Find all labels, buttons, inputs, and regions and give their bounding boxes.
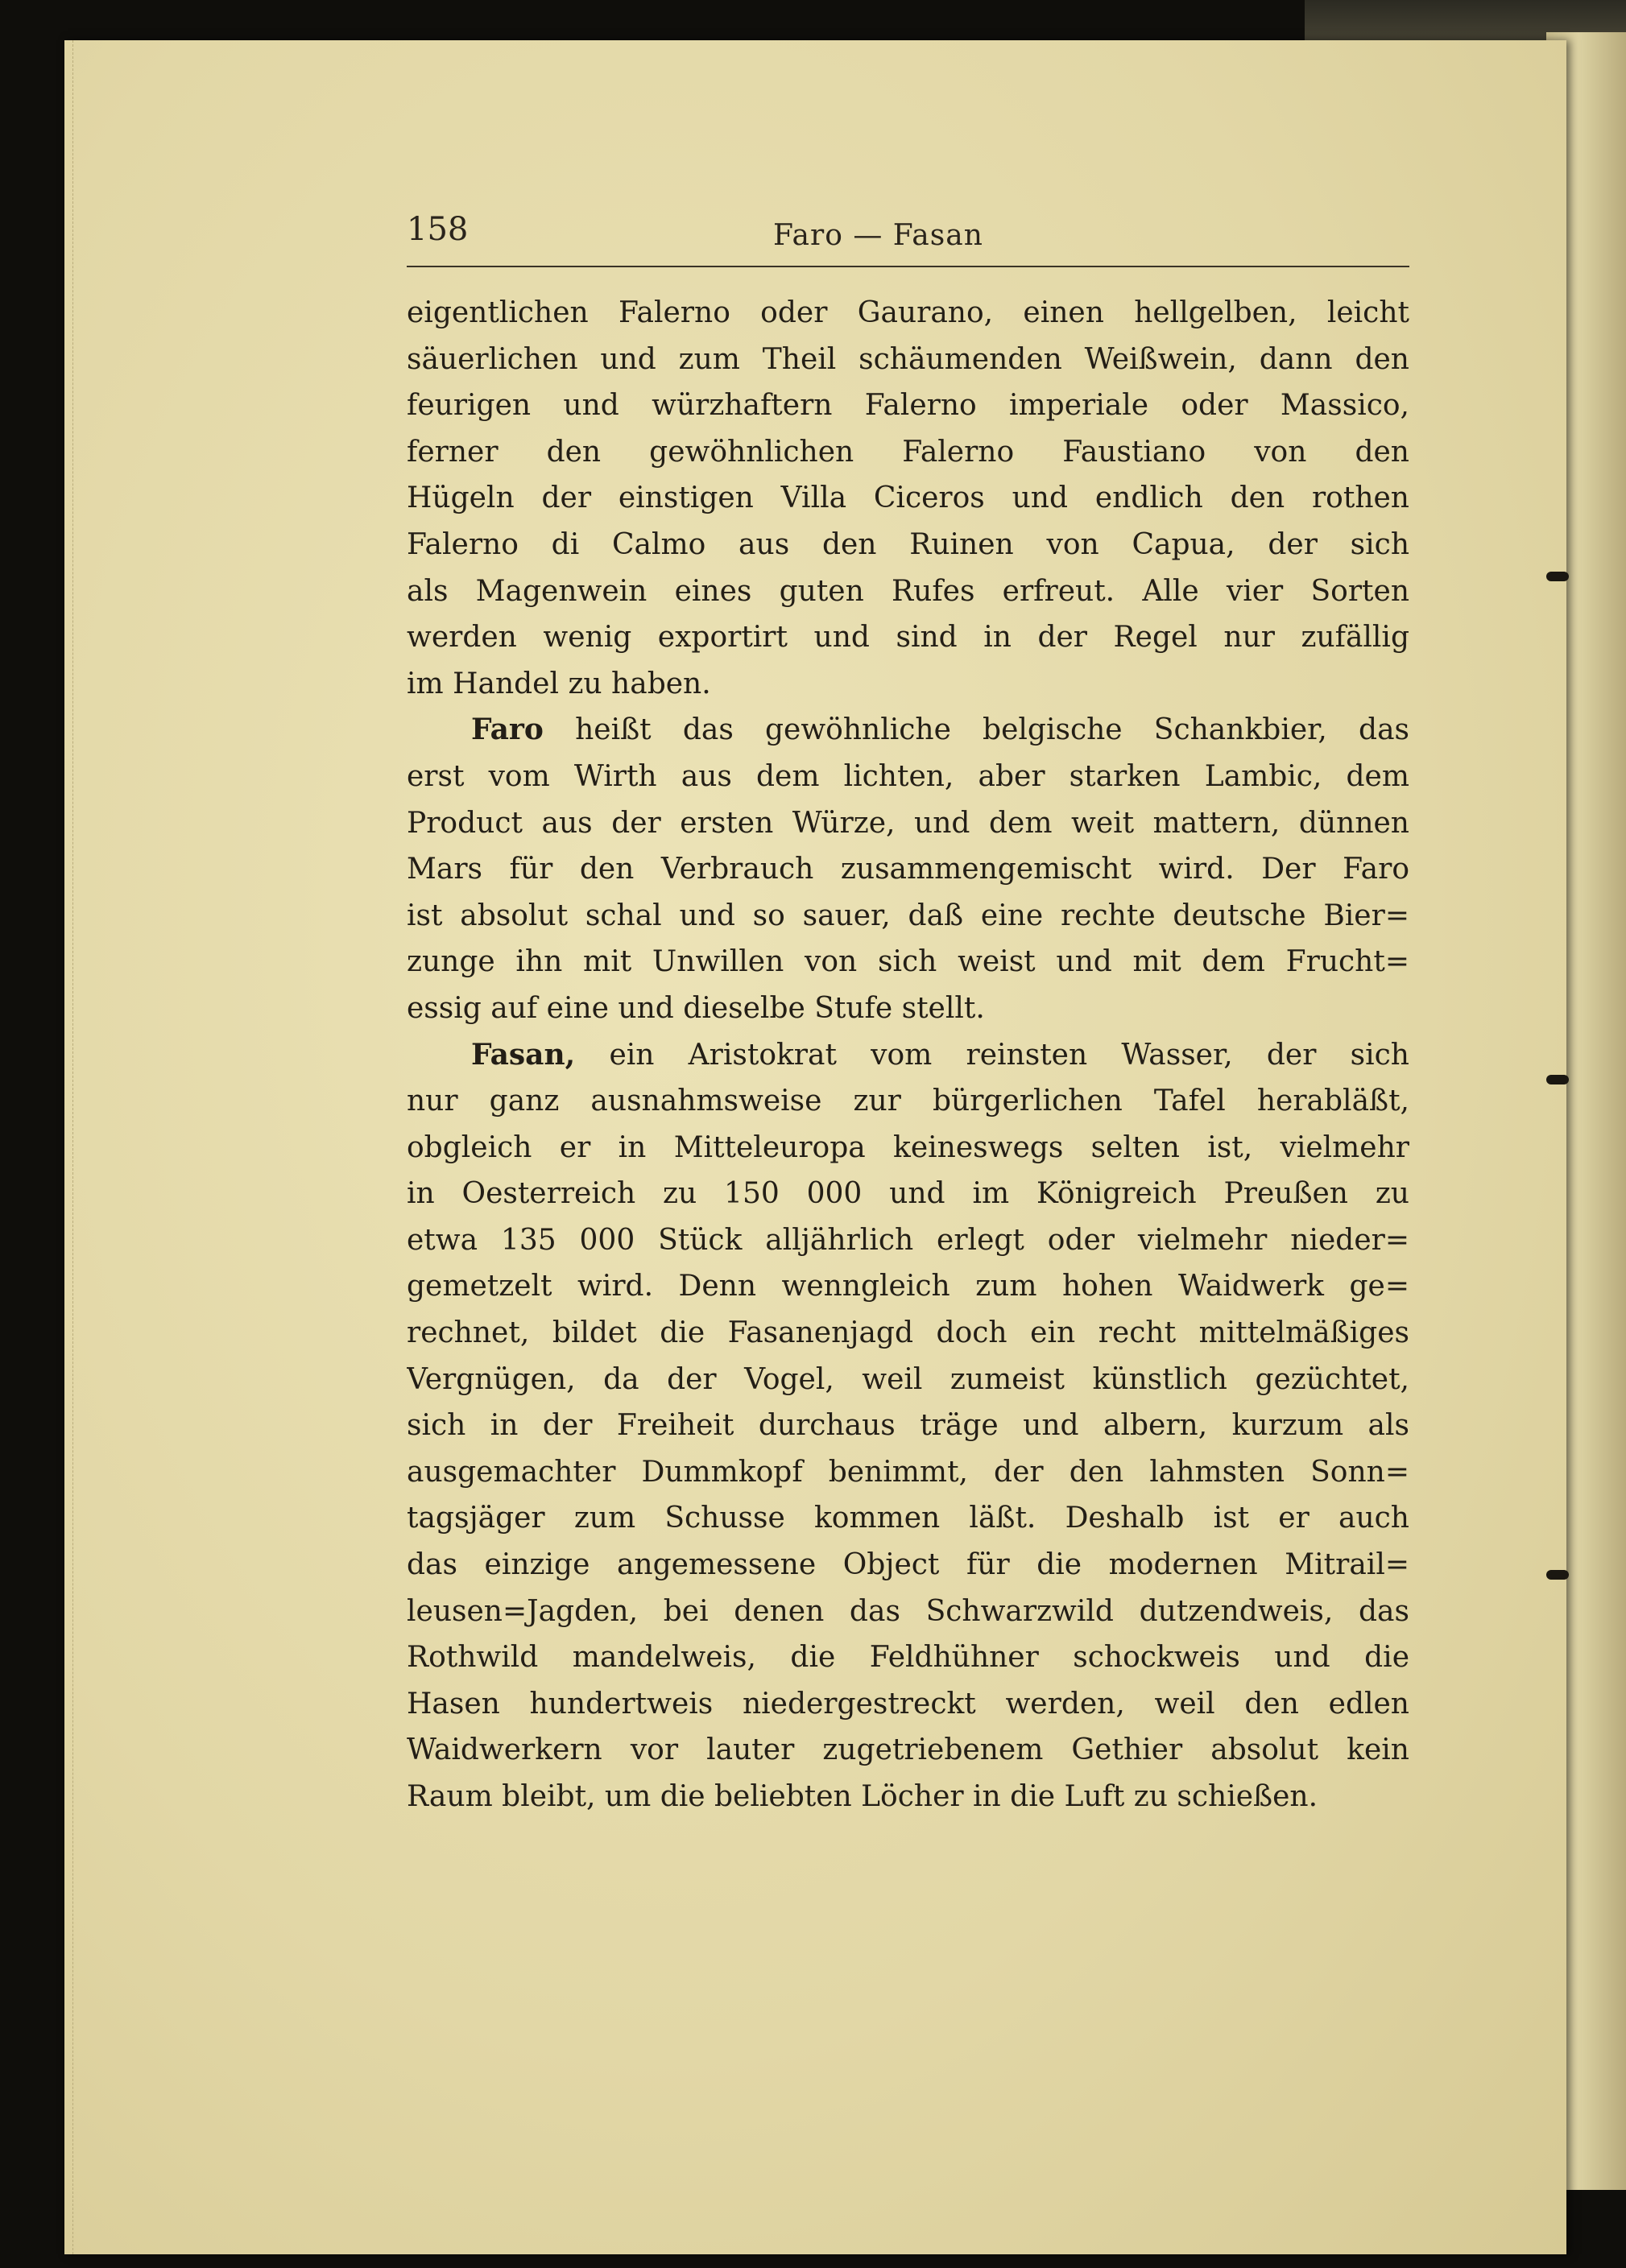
text-line: Hasen hundertweis niedergestreckt werden, weil den edlen <box>407 1687 1409 1721</box>
page-header <box>407 208 1409 267</box>
body-text <box>407 290 1409 1820</box>
text-line: Falerno di Calmo aus den Ruinen von Capua, der sich <box>407 527 1409 561</box>
entry-heading-faro: Faro <box>471 713 544 747</box>
text-line: rechnet, bildet die Fasanenjagd doch ein recht mittelmäßiges <box>407 1316 1409 1350</box>
text-line: im Handel zu haben. <box>407 667 711 700</box>
binding-edge <box>64 40 73 2254</box>
text-line <box>407 707 1409 754</box>
text-line: nur ganz ausnahmsweise zur bürgerlichen Tafel herabläßt, <box>407 1084 1409 1118</box>
text-line: essig auf eine und dieselbe Stufe stellt. <box>407 991 985 1025</box>
page-edge-mark <box>1546 572 1569 581</box>
text-line: in Oesterreich zu 150 000 und im Königreich Preußen zu <box>407 1177 1409 1211</box>
text-line: das einzige angemessene Object für die modernen Mitrail= <box>407 1548 1409 1582</box>
text-line: ferner den gewöhnlichen Falerno Faustiano von den <box>407 435 1409 469</box>
text-line: sich in der Freiheit durchaus träge und albern, kurzum als <box>407 1409 1409 1443</box>
text-line: eigentlichen Falerno oder Gaurano, einen hellgelben, leicht <box>407 296 1409 329</box>
paragraph-falerno <box>407 290 1409 707</box>
text-line: gemetzelt wird. Denn wenngleich zum hohen Waidwerk ge= <box>407 1270 1409 1303</box>
page-number: 158 <box>407 211 469 248</box>
text-line-rest: heißt das gewöhnliche belgische Schankbier, das <box>575 713 1409 747</box>
text-line: etwa 135 000 Stück alljährlich erlegt oder vielmehr nieder= <box>407 1223 1409 1257</box>
entry-heading-fasan: Fasan, <box>471 1037 576 1072</box>
text-line: feurigen und würzhaftern Falerno imperiale oder Massico, <box>407 389 1409 423</box>
text-line: als Magenwein eines guten Rufes erfreut. Alle vier Sorten <box>407 574 1409 608</box>
text-line: Vergnügen, da der Vogel, weil zumeist künstlich gezüchtet, <box>407 1362 1409 1396</box>
text-line <box>407 1032 1409 1079</box>
text-line: erst vom Wirth aus dem lichten, aber starken Lambic, dem <box>407 759 1409 793</box>
text-line: säuerlichen und zum Theil schäumenden Weißwein, dann den <box>407 342 1409 376</box>
text-line: obgleich er in Mitteleuropa keineswegs selten ist, vielmehr <box>407 1130 1409 1164</box>
text-line: werden wenig exportirt und sind in der Regel nur zufällig <box>407 621 1409 655</box>
text-line: zunge ihn mit Unwillen von sich weist und mit dem Frucht= <box>407 945 1409 979</box>
text-line: Hügeln der einstigen Villa Ciceros und endlich den rothen <box>407 481 1409 515</box>
page-edge-mark <box>1546 1075 1569 1084</box>
paragraph-faro <box>407 707 1409 1031</box>
text-line: Product aus der ersten Würze, und dem weit mattern, dünnen <box>407 806 1409 840</box>
running-head: Faro — Fasan <box>773 219 983 252</box>
text-line: ist absolut schal und so sauer, daß eine rechte deutsche Bier= <box>407 899 1409 932</box>
text-line: tagsjäger zum Schusse kommen läßt. Deshalb ist er auch <box>407 1502 1409 1535</box>
text-line: Waidwerkern vor lauter zugetriebenem Gethier absolut kein <box>407 1733 1409 1767</box>
paragraph-fasan <box>407 1032 1409 1820</box>
text-line: ausgemachter Dummkopf benimmt, der den lahmsten Sonn= <box>407 1455 1409 1489</box>
text-line: Rothwild mandelweis, die Feldhühner schockweis und die <box>407 1641 1409 1675</box>
text-line: leusen=Jagden, bei denen das Schwarzwild dutzendweis, das <box>407 1594 1409 1628</box>
page-edge-mark <box>1546 1570 1569 1580</box>
text-line-rest: ein Aristokrat vom reinsten Wasser, der sich <box>609 1038 1409 1072</box>
text-line: Mars für den Verbrauch zusammengemischt wird. Der Faro <box>407 853 1409 886</box>
text-line: Raum bleibt, um die beliebten Löcher in die Luft zu schießen. <box>407 1780 1318 1813</box>
